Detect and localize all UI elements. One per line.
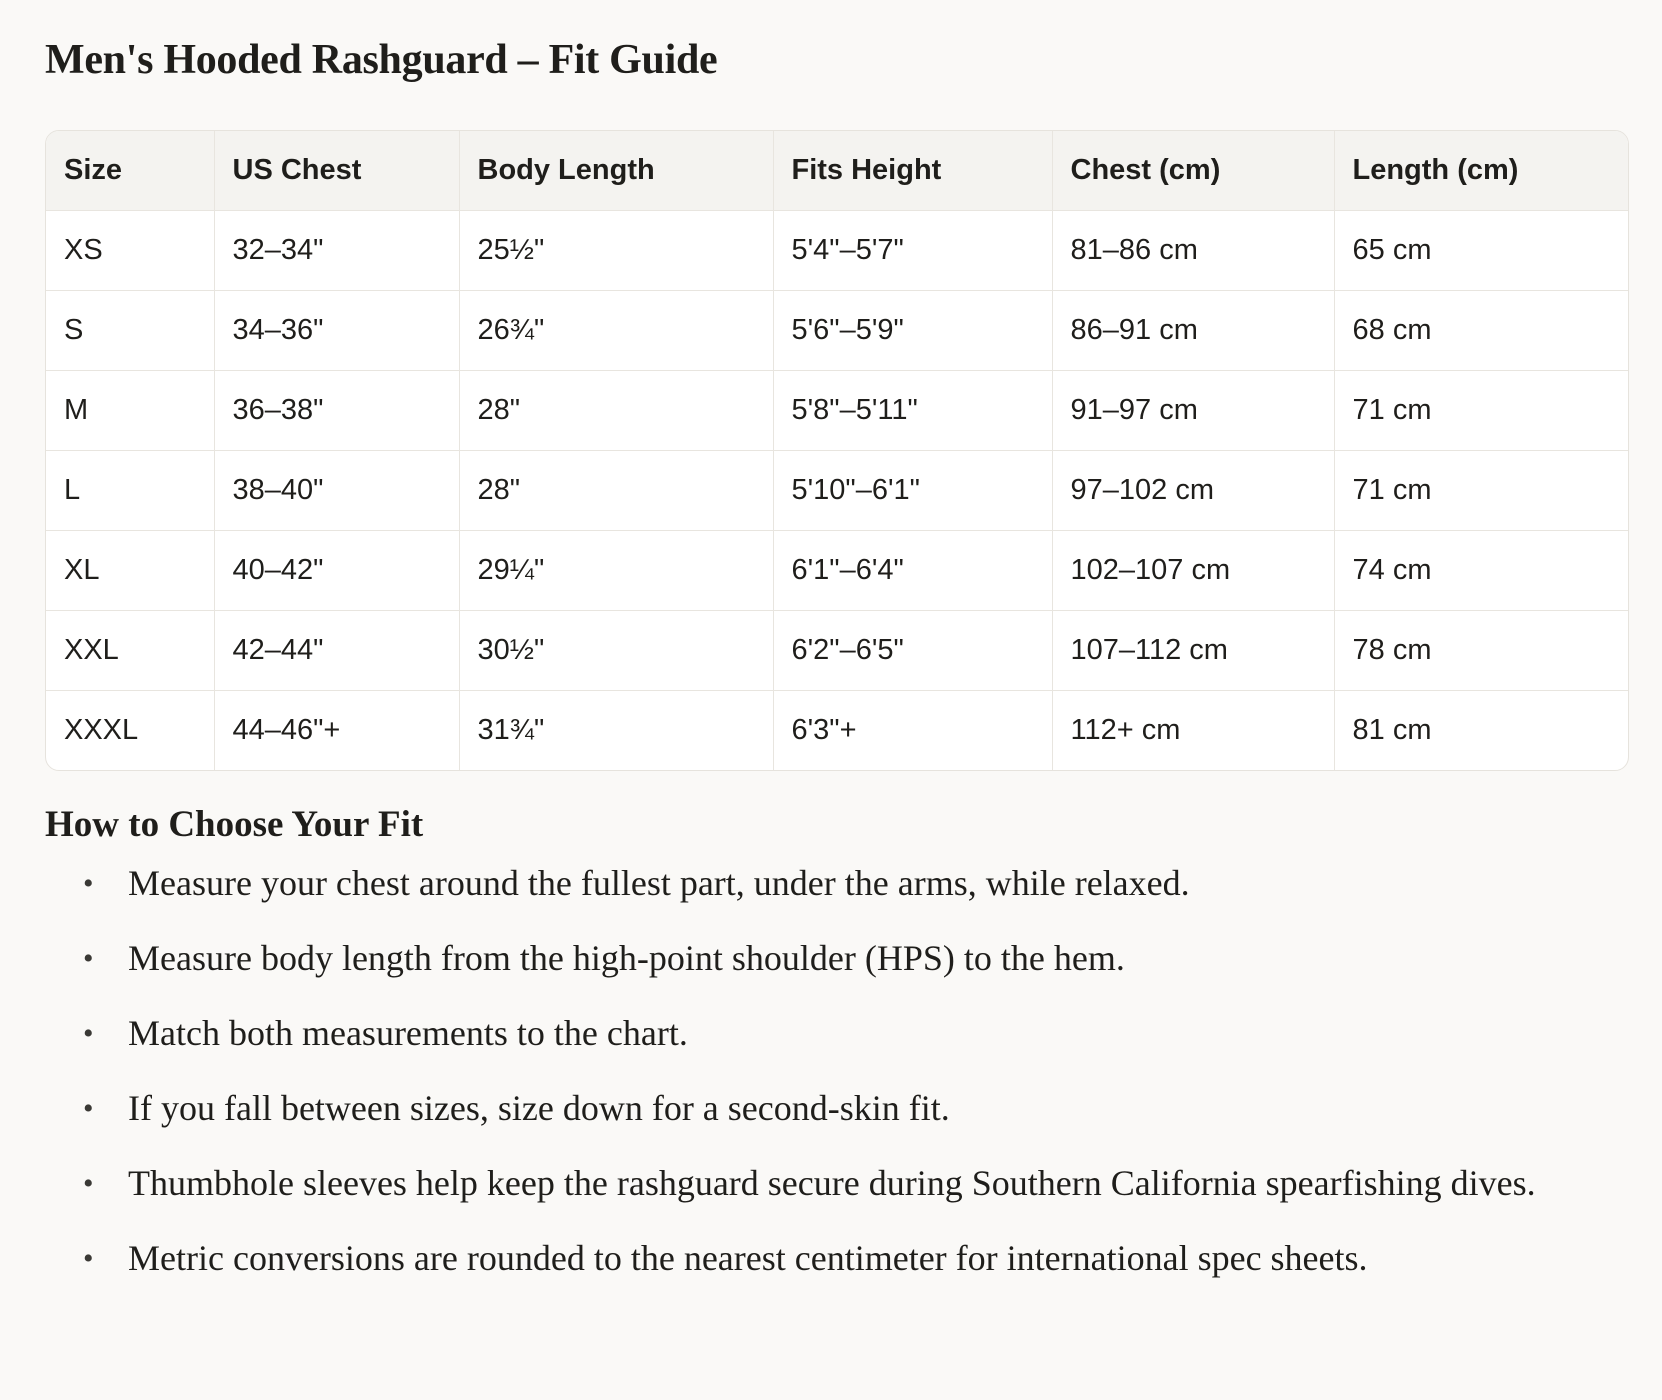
column-header-fits-height: Fits Height [773,131,1052,211]
cell-fits-height: 6'2"–6'5" [773,611,1052,691]
cell-length-cm: 68 cm [1334,291,1628,371]
cell-us-chest: 40–42" [214,531,459,611]
bullet-icon: • [83,1242,94,1275]
cell-length-cm: 65 cm [1334,211,1628,291]
table-row [46,371,1628,451]
cell-body-length: 31¾" [459,691,773,771]
cell-chest-cm: 112+ cm [1052,691,1334,771]
column-header-size: Size [46,131,214,211]
list-item-text: Metric conversions are rounded to the nearest centimeter for international spec sheets. [128,1238,1368,1278]
cell-fits-height: 6'1"–6'4" [773,531,1052,611]
table-row [46,691,1628,771]
page [45,30,1627,1305]
list-item-text: Measure your chest around the fullest part, under the arms, while relaxed. [128,863,1190,903]
list-item [45,1155,1608,1212]
cell-chest-cm: 102–107 cm [1052,531,1334,611]
cell-chest-cm: 91–97 cm [1052,371,1334,451]
cell-us-chest: 38–40" [214,451,459,531]
table-row [46,291,1628,371]
fit-section-heading: How to Choose Your Fit [45,804,424,845]
list-item-text: Thumbhole sleeves help keep the rashguard secure during Southern California spearfishing dives. [128,1163,1536,1203]
cell-size: XL [46,531,214,611]
cell-chest-cm: 86–91 cm [1052,291,1334,371]
page-title: Men's Hooded Rashguard – Fit Guide [45,37,718,83]
column-header-us-chest: US Chest [214,131,459,211]
cell-size: XXL [46,611,214,691]
cell-chest-cm: 81–86 cm [1052,211,1334,291]
cell-chest-cm: 107–112 cm [1052,611,1334,691]
column-header-body-length: Body Length [459,131,773,211]
bullet-icon: • [83,867,94,900]
list-item-text: If you fall between sizes, size down for a second-skin fit. [128,1088,950,1128]
cell-fits-height: 6'3"+ [773,691,1052,771]
cell-length-cm: 78 cm [1334,611,1628,691]
cell-us-chest: 36–38" [214,371,459,451]
cell-fits-height: 5'8"–5'11" [773,371,1052,451]
table-header-row [46,131,1628,211]
bullet-icon: • [83,1092,94,1125]
cell-fits-height: 5'10"–6'1" [773,451,1052,531]
cell-body-length: 29¼" [459,531,773,611]
bullet-icon: • [83,1167,94,1200]
list-item [45,930,1608,987]
cell-fits-height: 5'6"–5'9" [773,291,1052,371]
cell-length-cm: 81 cm [1352,714,1432,746]
table-row [46,211,1628,291]
cell-fits-height: 5'4"–5'7" [773,211,1052,291]
cell-body-length: 25½" [459,211,773,291]
list-item [45,1080,1608,1137]
table-row [46,531,1628,611]
table-row [46,611,1628,691]
cell-size: M [46,371,214,451]
list-item-text: Measure body length from the high-point shoulder (HPS) to the hem. [128,938,1125,978]
size-chart-table [46,131,1628,770]
list-item [45,855,1608,912]
cell-us-chest: 34–36" [214,291,459,371]
cell-size: XS [46,211,214,291]
cell-body-length: 30½" [459,611,773,691]
cell-size: XXXL [46,691,214,771]
cell-us-chest: 32–34" [214,211,459,291]
cell-chest-cm: 97–102 cm [1052,451,1334,531]
size-chart-table-container [45,130,1629,771]
list-item [45,1005,1608,1062]
cell-us-chest: 42–44" [214,611,459,691]
cell-size: S [46,291,214,371]
cell-length-cm: 74 cm [1334,531,1628,611]
list-item [45,1230,1608,1287]
cell-size: L [46,451,214,531]
column-header-length-cm: Length (cm) [1334,131,1628,211]
cell-us-chest: 44–46"+ [214,691,459,771]
bullet-icon: • [83,1017,94,1050]
table-row [46,451,1628,531]
column-header-chest-cm: Chest (cm) [1052,131,1334,211]
fit-tips-list [45,855,1627,1287]
cell-body-length: 28" [459,371,773,451]
cell-body-length: 26¾" [459,291,773,371]
list-item-text: Match both measurements to the chart. [128,1013,688,1053]
cell-length-cm: 71 cm [1334,451,1628,531]
cell-body-length: 28" [459,451,773,531]
cell-length-cm: 71 cm [1334,371,1628,451]
bullet-icon: • [83,942,94,975]
